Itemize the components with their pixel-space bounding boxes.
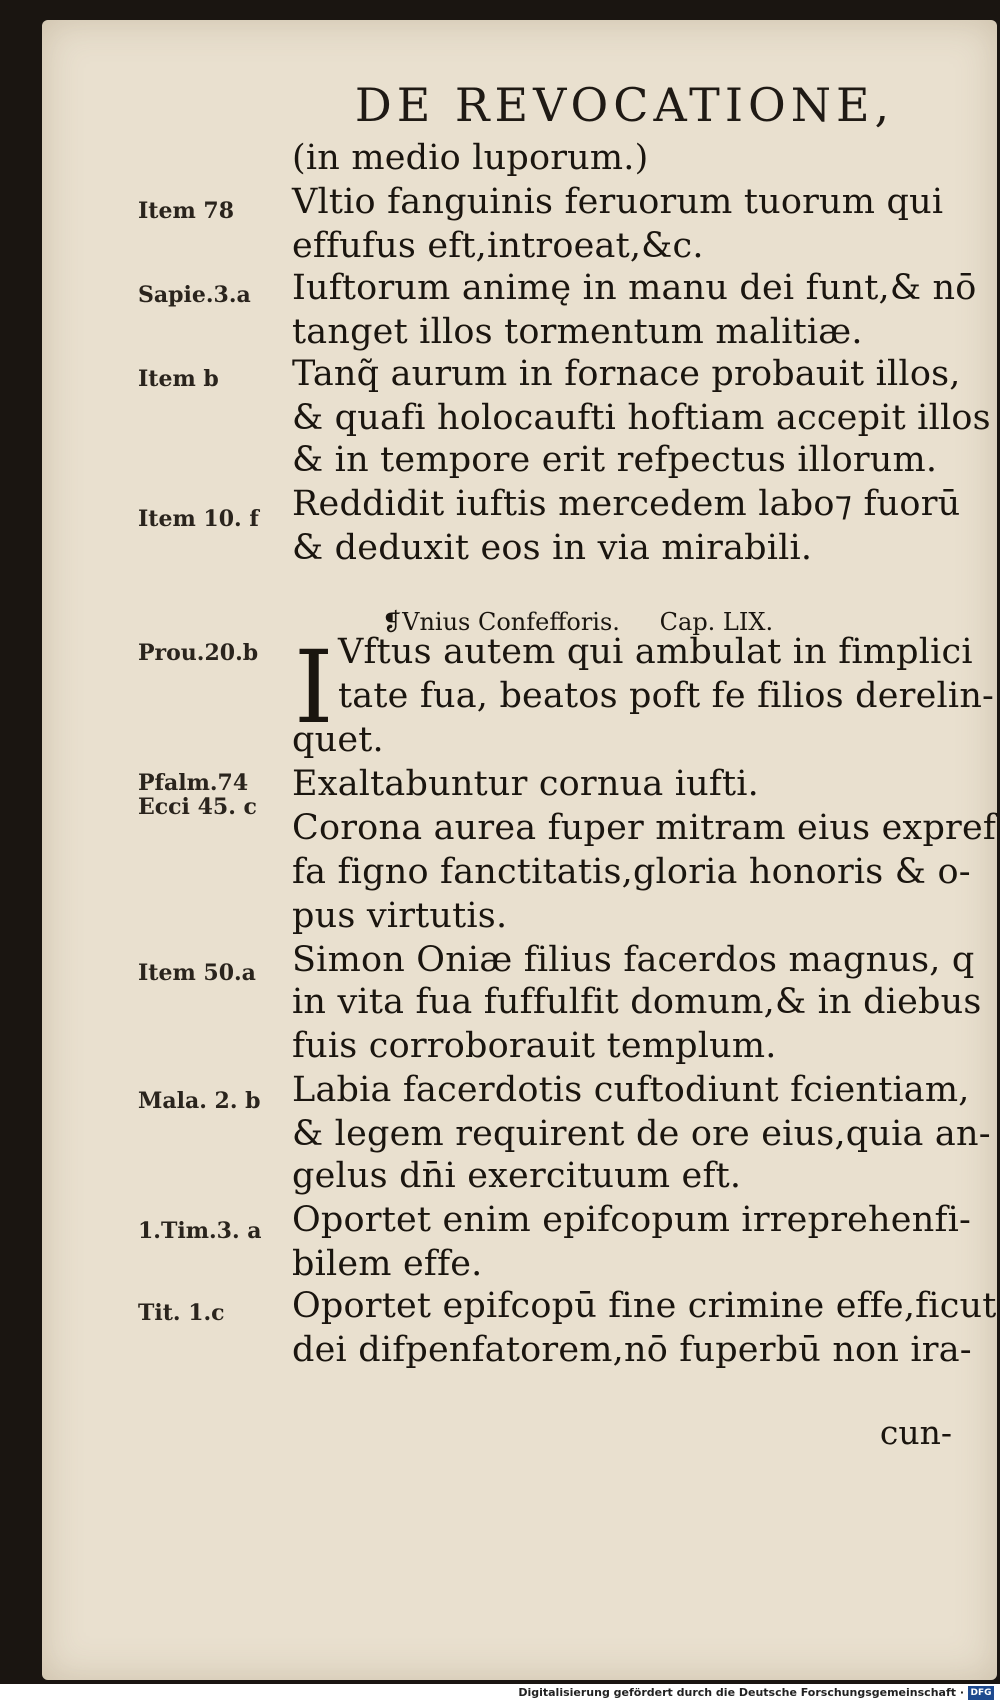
chapter-number: Cap. LIX. [659, 608, 774, 636]
chapter-label: ❡Vnius Confefforis. [382, 608, 620, 636]
margin-note: Ecci 45. c [138, 794, 257, 820]
catchword: cun- [879, 1413, 952, 1452]
text-line: quet. [292, 720, 384, 760]
text-line: gelus dn̄i exercituum eft. [292, 1156, 742, 1196]
text-line: & deduxit eos in via mirabili. [292, 528, 813, 568]
margin-note: Item b [138, 366, 219, 392]
text-line: dei difpenfatorem,nō fuperbū non ira- [292, 1330, 972, 1370]
text-line: Labia facerdotis cuftodiunt fcientiam, [292, 1070, 970, 1110]
margin-note: Prou.20.b [138, 640, 259, 666]
text-line: & in tempore erit refpectus illorum. [292, 440, 938, 480]
footer-credit: Digitalisierung gefördert durch die Deutsche Forschungsgemeinschaft · [518, 1686, 964, 1699]
drop-cap: I [294, 629, 334, 746]
text-line: & legem requirent de ore eius,quia an- [292, 1114, 991, 1154]
text-line: effufus eft,introeat,&c. [292, 226, 704, 266]
text-line: tanget illos tormentum malitiæ. [292, 312, 863, 352]
book-page [42, 20, 997, 1680]
text-line: tate fua, beatos poft fe filios derelin- [338, 676, 995, 716]
text-line: bilem effe. [292, 1244, 483, 1284]
margin-note: Item 10. f [138, 506, 259, 532]
text-line: Tanq̃ aurum in fornace probauit illos, [292, 354, 961, 394]
text-line: Reddidit iuftis mercedem labo⁊ fuorū [292, 484, 961, 524]
text-line: Corona aurea fuper mitram eius expref [292, 808, 997, 848]
margin-note: Item 78 [138, 198, 235, 224]
text-line: Oportet epifcopū fine crimine effe,ficut [292, 1286, 997, 1326]
margin-note: Pfalm.74 [138, 770, 249, 796]
text-line: fuis corroborauit templum. [292, 1026, 777, 1066]
text-line: Vftus autem qui ambulat in fimplici [338, 632, 973, 672]
text-line: pus virtutis. [292, 896, 508, 936]
text-line: & quafi holocaufti hoftiam accepit illos [292, 398, 991, 438]
text-line: Oportet enim epifcopum irreprehenfi- [292, 1200, 972, 1240]
margin-note: Item 50.a [138, 960, 256, 986]
margin-note: Mala. 2. b [138, 1088, 261, 1114]
margin-note: 1.Tim.3. a [138, 1218, 262, 1244]
page-header: DE REVOCATIONE, [354, 78, 895, 132]
dfg-logo: DFG [968, 1686, 994, 1700]
margin-note: Sapie.3.a [138, 282, 251, 308]
text-line: fa figno fanctitatis,gloria honoris & o- [292, 852, 971, 892]
text-line: in vita fua fuffulfit domum,& in diebus [292, 982, 982, 1022]
text-line: Iuftorum animę in manu dei funt,& nō [292, 268, 977, 308]
margin-note: Tit. 1.c [138, 1300, 225, 1326]
footer-bar [0, 1684, 1000, 1703]
text-line: Exaltabuntur cornua iufti. [292, 764, 759, 804]
text-line: Vltio fanguinis feruorum tuorum qui [292, 182, 944, 222]
text-line: Simon Oniæ filius facerdos magnus, q [292, 940, 975, 980]
text-line: (in medio luporum.) [292, 138, 649, 178]
